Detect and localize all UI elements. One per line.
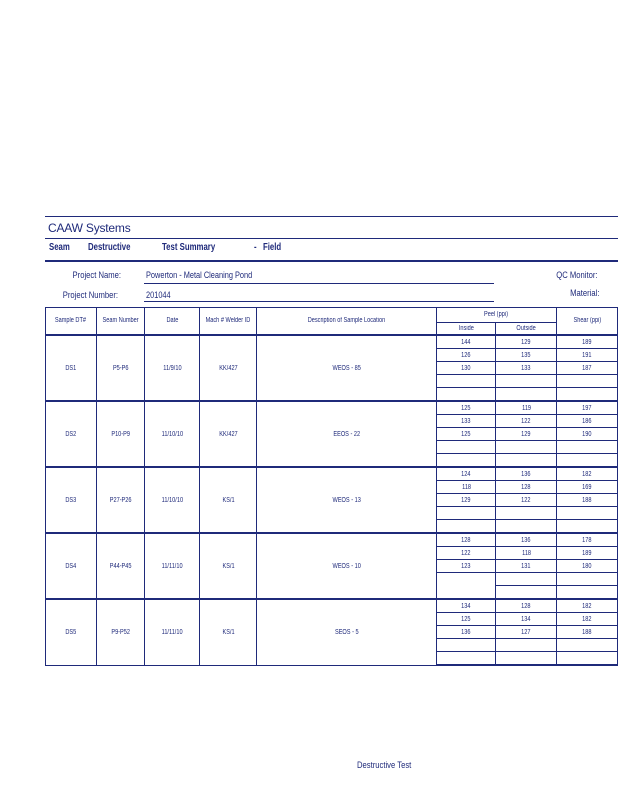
peel-outside: 135: [496, 349, 557, 362]
shear-value: 178: [556, 533, 617, 547]
sample-id: DS1: [46, 335, 97, 401]
shear-value: 169: [556, 481, 617, 494]
peel-inside: 144: [436, 335, 495, 349]
col-mach-welder: Mach # Welder ID: [200, 308, 257, 336]
peel-inside: 118: [436, 481, 495, 494]
subtitle-destructive: Destructive: [88, 242, 131, 253]
footer-label: Destructive Test: [357, 760, 412, 770]
welder-id: KK/427: [200, 401, 257, 467]
shear-value: 197: [556, 401, 617, 415]
project-name-label: Project Name:: [72, 270, 121, 280]
sample-group: [46, 467, 618, 533]
shear-value: 189: [556, 547, 617, 560]
col-sample: Sample DT#: [46, 308, 97, 336]
subtitle-dash: -: [254, 242, 257, 253]
shear-value: 186: [556, 415, 617, 428]
shear-value: 180: [556, 560, 617, 573]
project-number-label: Project Number:: [62, 290, 118, 300]
sample-location: SEOS - 5: [257, 599, 437, 665]
peel-inside: 136: [436, 626, 495, 639]
peel-inside: 124: [436, 467, 495, 481]
shear-value: 189: [556, 335, 617, 349]
peel-outside: 122: [496, 415, 557, 428]
sample-id: DS4: [46, 533, 97, 599]
peel-outside: 122: [496, 494, 557, 507]
project-number-value: 201044: [146, 290, 171, 300]
subtitle-seam: Seam: [49, 242, 70, 253]
welder-id: KK/427: [200, 335, 257, 401]
shear-value: 182: [556, 599, 617, 613]
sample-location: EEOS - 22: [257, 401, 437, 467]
table-row: [46, 599, 618, 613]
sample-location: WEOS - 13: [257, 467, 437, 533]
peel-outside: 118: [496, 547, 557, 560]
subtitle-test-summary: Test Summary: [162, 242, 216, 253]
sample-location: WEOS - 10: [257, 533, 437, 599]
peel-inside: 123: [436, 560, 495, 573]
peel-inside: 128: [436, 533, 495, 547]
sample-date: 11/11/10: [145, 533, 200, 599]
seam-number: P9-P52: [96, 599, 145, 665]
peel-inside: 125: [436, 613, 495, 626]
sample-group: [46, 599, 618, 665]
company-name: CAAW Systems: [48, 221, 131, 235]
shear-value: 190: [556, 428, 617, 441]
table-row: [46, 335, 618, 349]
seam-number: P44-P45: [96, 533, 145, 599]
sample-group: [46, 533, 618, 599]
project-name-value: Powerton - Metal Cleaning Pond: [146, 270, 253, 280]
sample-location: WEOS - 85: [257, 335, 437, 401]
sample-date: 11/11/10: [145, 599, 200, 665]
shear-value: 182: [556, 467, 617, 481]
sample-id: DS3: [46, 467, 97, 533]
col-peel: Peel (ppi): [436, 308, 556, 323]
sample-id: DS5: [46, 599, 97, 665]
peel-outside: 128: [496, 481, 557, 494]
project-number-underline: [144, 301, 494, 302]
project-name-underline: [144, 283, 494, 284]
qc-monitor-label: QC Monitor:: [556, 270, 598, 280]
top-rule: [45, 216, 618, 217]
shear-value: 188: [556, 494, 617, 507]
title-rule: [45, 238, 618, 239]
peel-inside: 122: [436, 547, 495, 560]
peel-outside: 127: [496, 626, 557, 639]
col-seam: Seam Number: [96, 308, 145, 336]
welder-id: KS/1: [200, 467, 257, 533]
seam-number: P10-P9: [96, 401, 145, 467]
peel-inside: 129: [436, 494, 495, 507]
welder-id: KS/1: [200, 599, 257, 665]
shear-value: 187: [556, 362, 617, 375]
peel-outside: 119: [496, 401, 557, 415]
peel-outside: 133: [496, 362, 557, 375]
sample-group: [46, 335, 618, 401]
peel-inside: 125: [436, 401, 495, 415]
table-row: [46, 467, 618, 481]
peel-outside: 129: [496, 335, 557, 349]
peel-outside: 131: [496, 560, 557, 573]
sample-date: 11/9/10: [145, 335, 200, 401]
peel-inside: 130: [436, 362, 495, 375]
peel-outside: 134: [496, 613, 557, 626]
col-date: Date: [145, 308, 200, 336]
col-peel-inside: Inside: [436, 323, 495, 336]
seam-number: P5-P6: [96, 335, 145, 401]
sample-group: [46, 401, 618, 467]
peel-inside: 126: [436, 349, 495, 362]
destructive-test-table: [45, 307, 618, 666]
peel-inside: 125: [436, 428, 495, 441]
col-shear: Shear (ppi): [556, 308, 617, 336]
peel-outside: 136: [496, 467, 557, 481]
peel-outside: 136: [496, 533, 557, 547]
welder-id: KS/1: [200, 533, 257, 599]
subtitle-rule: [45, 260, 618, 262]
col-peel-outside: Outside: [496, 323, 557, 336]
subtitle-field: Field: [263, 242, 282, 253]
shear-value: 182: [556, 613, 617, 626]
material-label: Material:: [570, 288, 600, 298]
col-description: Description of Sample Location: [257, 308, 437, 336]
sample-id: DS2: [46, 401, 97, 467]
peel-inside: 134: [436, 599, 495, 613]
sample-date: 11/10/10: [145, 401, 200, 467]
table-row: [46, 533, 618, 547]
shear-value: 191: [556, 349, 617, 362]
peel-outside: 128: [496, 599, 557, 613]
shear-value: 188: [556, 626, 617, 639]
table-row: [46, 401, 618, 415]
peel-outside: 129: [496, 428, 557, 441]
sample-date: 11/10/10: [145, 467, 200, 533]
seam-number: P27-P26: [96, 467, 145, 533]
peel-inside: 133: [436, 415, 495, 428]
